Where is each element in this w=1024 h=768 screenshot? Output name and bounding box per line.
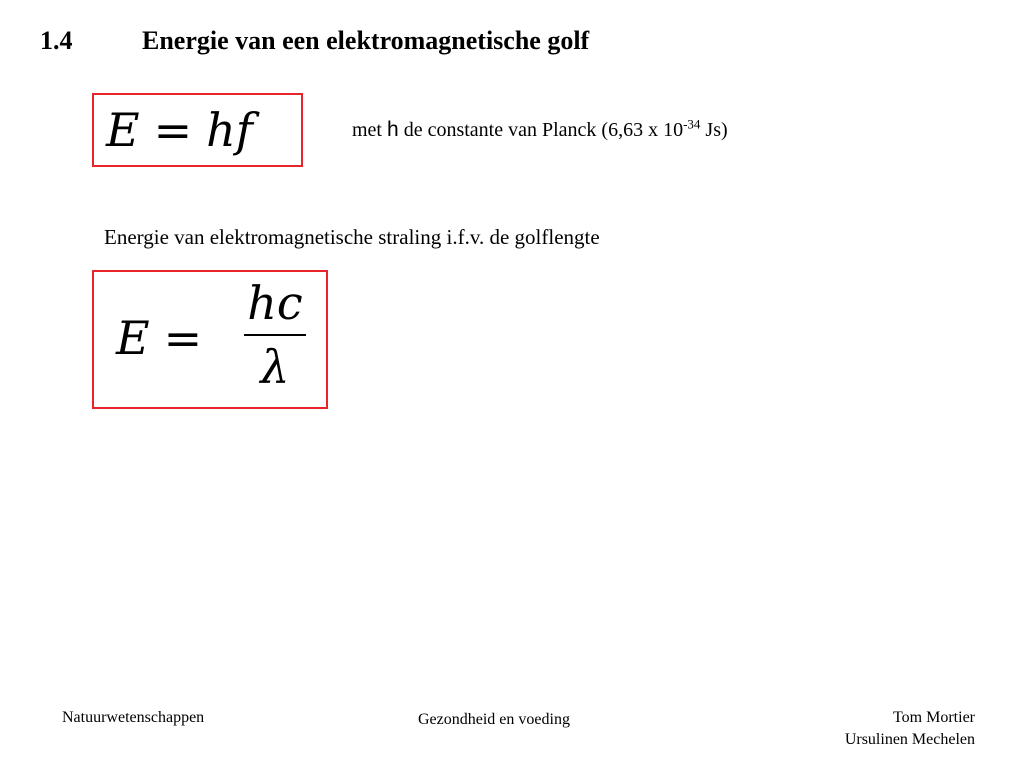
footer-school: Ursulinen Mechelen <box>844 731 975 748</box>
planck-symbol: h <box>387 118 399 141</box>
planck-middle: de constante van Planck (6,63 x 10 <box>398 119 684 141</box>
formula1-lhs: E <box>106 103 140 157</box>
title-text: Energie van een elektromagnetische golf <box>142 26 590 55</box>
formula2-lhs: E <box>116 311 150 365</box>
formula1-equals: = <box>153 103 193 157</box>
footer-author-name: Tom Mortier <box>893 709 975 726</box>
planck-constant-note <box>352 118 728 142</box>
formula2-numerator: hc <box>247 276 303 330</box>
footer-subject: Natuurwetenschappen <box>62 709 205 726</box>
formula1-rhs: hf <box>206 103 253 157</box>
section-number: 1.4 <box>40 26 73 55</box>
planck-suffix: Js) <box>700 119 728 141</box>
formula-box-energy-wavelength <box>92 270 328 409</box>
formula-energy-frequency <box>106 100 253 160</box>
formula2-equals: = <box>163 311 203 365</box>
planck-prefix: met <box>352 119 387 141</box>
subheading-wavelength: Energie van elektromagnetische straling i.f.v. de golflengte <box>104 225 600 249</box>
formula-box-energy-frequency <box>92 93 303 167</box>
planck-exponent: -34 <box>683 116 701 132</box>
formula2-left <box>116 308 216 368</box>
footer-topic: Gezondheid en voeding <box>418 711 570 728</box>
fraction-bar <box>244 334 306 336</box>
footer-author <box>845 707 975 751</box>
formula2-fraction <box>244 276 306 394</box>
slide-title <box>40 26 589 56</box>
formula2-denominator: λ <box>260 340 290 394</box>
